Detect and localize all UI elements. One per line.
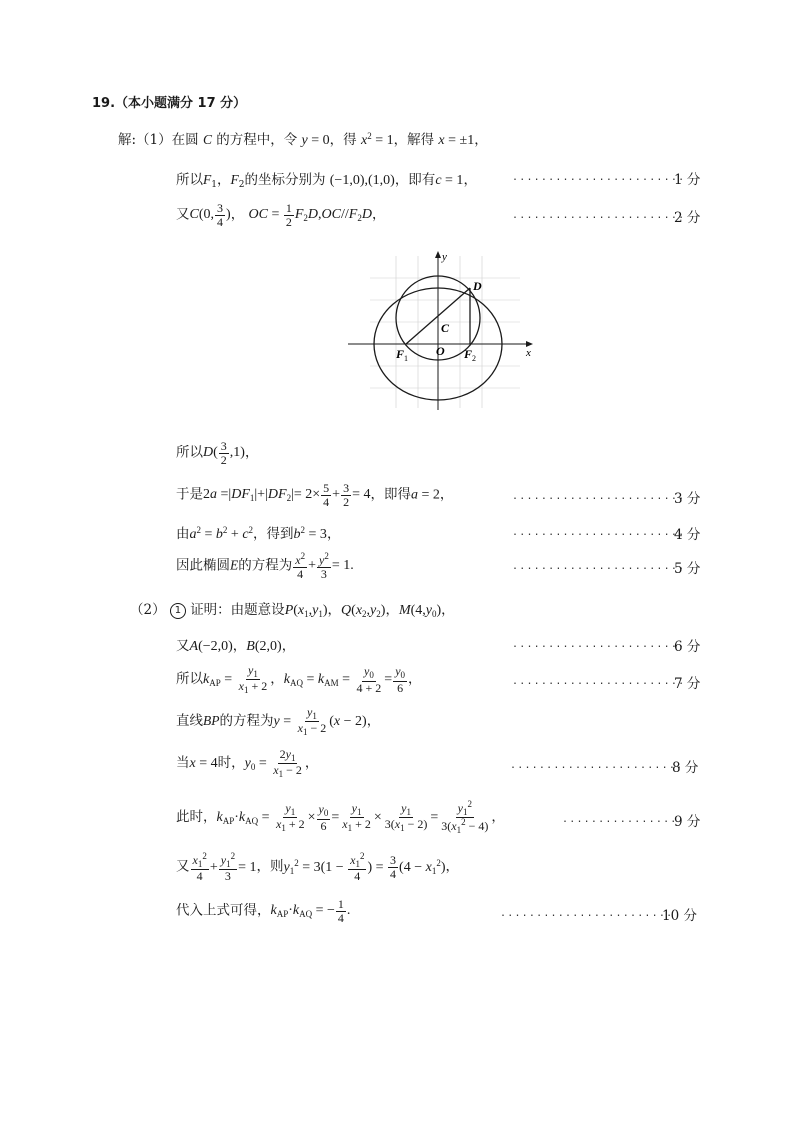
solution-line-12: 当x = 4时，$y_0$ = $\frac{2y_1}{x_1 - 2}$ ， xyxy=(176,747,319,780)
solution-line-10: 所以$k_{AP}$ = $\frac{y_1}{x_1 + 2}$ ，$k_{AQ} = k_{AM}$ = $\frac{y_0}{4 + 2}$ = $\frac{y_0}{6}$ ， xyxy=(176,663,422,696)
solution-line-13: 此时，$k_{AP}\cdot k_{AQ}$ = $\frac{y_1}{x_1 + 2}$ × $\frac{y_0}{6}$ = $\frac{y_1}{x_1 + 2}$ × $\frac{y_1}{3(x_1 - 2)}$ = $\frac{y_1^2}{3(x_1^2 - 4)}$ ， xyxy=(176,799,505,836)
solution-line-9: 又A(−2,0)，B(2,0)， xyxy=(176,638,296,654)
score-4: 4 分 xyxy=(674,527,701,543)
score-7: 7 分 xyxy=(674,676,701,692)
score-2: 2 分 xyxy=(674,210,701,226)
dot-leader: ........................ xyxy=(500,908,674,919)
score-9: 9 分 xyxy=(674,814,701,830)
point-label-d: D xyxy=(473,279,482,293)
dot-leader: ........................ xyxy=(512,676,686,687)
dot-leader: ........................ xyxy=(512,639,686,650)
solution-line-11: 直线BP的方程为y = $\frac{y_1}{x_1 - 2}$ (x − 2)， xyxy=(176,705,381,738)
dot-leader: ........................ xyxy=(510,760,684,771)
solution-line-3: 又C(0, $\frac{3}{4}$ )， OC = $\frac{1}{2}$ $F_2D,OC//F_2D$， xyxy=(176,201,386,229)
score-6: 6 分 xyxy=(674,639,701,655)
solution-line-2: 所以$F_1$，$F_2$的坐标分别为 (−1,0),(1,0)，即有c = 1， xyxy=(176,172,477,190)
axis-label-x: x xyxy=(526,347,531,359)
dot-leader: ........................ xyxy=(512,561,686,572)
point-label-f1-sub: 1 xyxy=(404,354,408,363)
problem-title: 19.（本小题满分 17 分） xyxy=(92,96,247,111)
point-label-f1: F xyxy=(396,347,405,361)
solution-line-5: 于是$2a =|DF_1|+|DF_2|= 2\times$ $\frac{5}{4}$ + $\frac{3}{2}$ = 4，即得a = 2， xyxy=(176,481,454,509)
dot-leader: ........................ xyxy=(512,527,686,538)
solution-line-7: 因此椭圆E的方程为 $\frac{x^2}{4}$ + $\frac{y^2}{3}$ = 1. xyxy=(176,551,354,581)
point-label-f2: F xyxy=(464,347,473,361)
score-10: 10 分 xyxy=(662,908,697,924)
dot-leader: ........................ xyxy=(512,491,686,502)
solution-line-14: 又 $\frac{x_1^2}{4}$ + $\frac{y_1^2}{3}$ = 1，则$y_1^2 = 3(1$ − $\frac{x_1^2}{4}$ ) = $\frac{3}{4}$ $(4 - x_1^2)$， xyxy=(176,851,459,884)
solution-part-2: （2） 1 证明：由题意设$P(x_1,y_1)$，$Q(x_2,y_2)$，$M(4,y_0)$， xyxy=(130,602,455,619)
solution-line-1: 解:（1）在圆 C 的方程中，令 y = 0，得 $x^2 = 1$，解得 x = ±1， xyxy=(118,131,488,148)
score-3: 3 分 xyxy=(674,491,701,507)
solution-line-4: 所以D( $\frac{3}{2}$ ,1)， xyxy=(176,439,259,467)
solution-line-15: 代入上式可得，$k_{AP}\cdot k_{AQ}$ = − $\frac{1}{4}$ . xyxy=(176,897,351,925)
score-1: 1 分 xyxy=(674,172,701,188)
point-label-f2-sub: 2 xyxy=(472,354,476,363)
dot-leader: ........................ xyxy=(512,210,686,221)
axis-label-y: y xyxy=(442,251,447,263)
solution-line-6: 由$a^2 = b^2 + c^2$，得到$b^2 = 3$， xyxy=(176,525,341,542)
score-8: 8 分 xyxy=(672,760,699,776)
ellipse-circle-figure xyxy=(340,248,540,416)
point-label-c: C xyxy=(441,321,450,335)
dot-leader: ........................ xyxy=(512,172,686,183)
score-5: 5 分 xyxy=(674,561,701,577)
dot-leader: ................ xyxy=(562,814,678,825)
point-label-o: O xyxy=(436,344,445,358)
